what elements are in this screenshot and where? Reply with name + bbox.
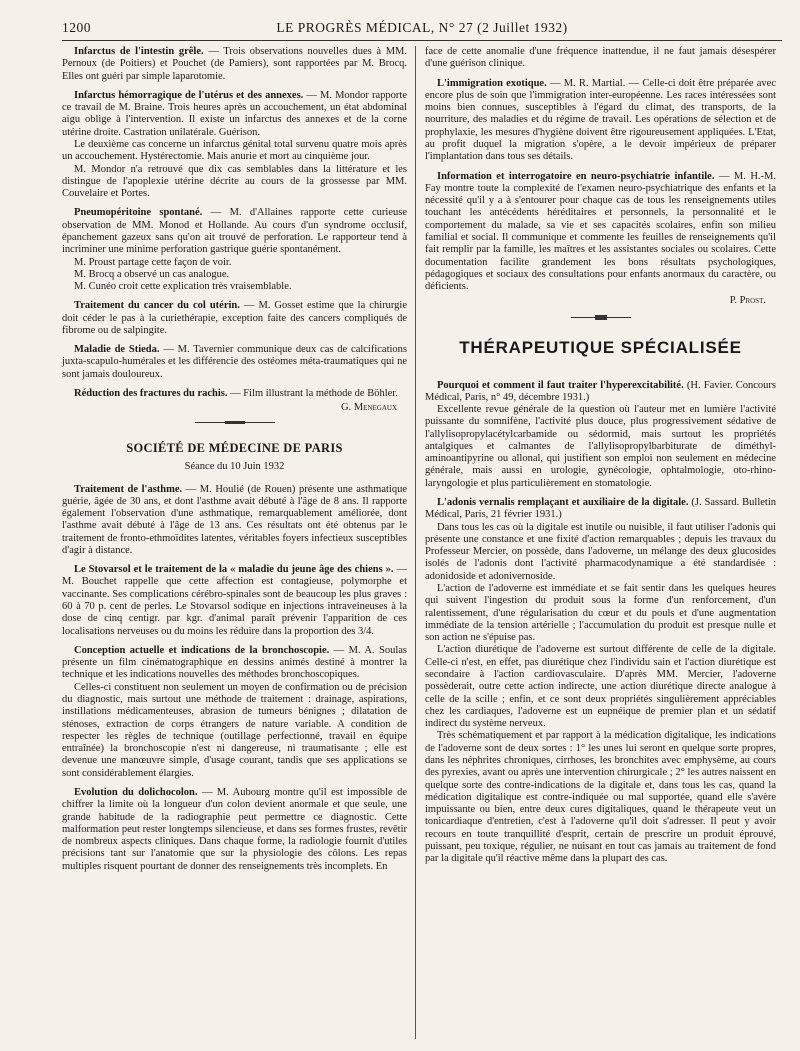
article-title: Traitement du cancer du col utérin. [74,300,240,312]
continuation-text: face de cette anomalie d'une fréquence inattendue, il ne faut jamais désespérer d'une guérison clinique. [425,46,776,70]
separator [195,422,275,427]
society-heading: SOCIÉTÉ DE MÉDECINE DE PARIS [126,440,343,455]
signature-prost: P. Prost. [729,295,766,307]
article-text: — M. d'Allaines rapporte cette curieuse observation de MM. Monod et Hollande. Au cours d'un syndrome occlusif, épanchement gazeux sans qu'on ait trouvé de perforation. Le rapporteur tend à incriminer une minime perforation gastrique guérie spontanément. [62,207,407,256]
article-title: Pourquoi et comment il faut traiter l'hyperexcitabilité. [437,379,684,391]
article-text: — M. Aubourg montre qu'il est impossible de chiffrer la limite où la longueur d'un colon devient anormale et que seule, une grande habitude de la radiographie peut permettre ce diagnostic. Cette malformation peut rester longtemps silencieuse, et dans ses formes frustes, revêtir de nombreux aspects cliniques. Dans chaque forme, la radiologie fournit d'utiles précisions tant sur l'anatomie que sur la physiologie des côlons. Les repas multiples risquent pourtant de donner des renseignements très incomplets. En [62,786,407,872]
left-articles [62,46,407,400]
article-paragraph [62,139,407,164]
article-text: — M. Gosset estime que la chirurgie doit céder le pas à la curiethérapie, exception faite des cancers compliqués de fibrome ou de salpingite. [62,300,407,336]
article-paragraph [62,787,407,873]
article-paragraph [62,281,407,293]
article-text: — M. Tavernier communique deux cas de calcifications juxta-scapulo-humérales et les différencie des ostéomes méta-traumatiques qui ne sont jamais douloureux. [62,344,407,380]
article-paragraph [62,344,407,381]
article-text: — M. Bouchet rappelle que cette affection est contagieuse, polymorphe et vaccinante. Ses complications cérébro-spinales sont de beaucoup les plus graves : 60 à 70 p. cent de perles. Le Stovarsol sodique en injections intraveineuses à la dose de cinq centigr. par kgr. d'animal paraît prévenir l'apparition de ces localisations nerveuses ou du moins les réduire dans la proportion des 3/4. [62,564,408,637]
article-paragraph [62,388,407,400]
article-title: Evolution du dolichocolon. [74,786,198,798]
article-paragraph [62,682,407,780]
article-paragraph [425,380,776,405]
right-articles [425,78,776,294]
article-paragraph [62,90,407,139]
article-paragraph [425,78,776,164]
decorative-separator [571,316,631,320]
article-text: — M. Mondor rapporte ce travail de M. Braine. Trois heures après un accouchement, un état abdominal aigu oblige à l'intervention. Il existe un infarctus des annexes et de la corne utérine droite. Castration unilatérale. Guérison. [62,89,408,138]
article-text: (J. Sassard. Bulletin Médical, Paris, 21 février 1931.) [425,497,777,521]
article-paragraph [62,207,407,256]
section-title: THÉRAPEUTIQUE SPÉCIALISÉE [459,337,742,357]
article-text: L'action diurétique de l'adoverne est surtout différente de celle de la digitale. Celle-ci n'est, en effet, pas diurétique chez l'individu sain et l'action diurétique est secondaire à l'action cardiovasculaire. D'après MM. Mercier, l'adoverne possèderait, outre cette action indirecte, une action diurétique directe analogue à celle de la scille ; enfin, et ce sont deux propriétés singulièrement appréciables chez les cardiaques, l'adoverne est un eupnéique de premier plan et un sédatif indirect du système nerveux. [425,644,776,730]
article-title: Pneumopéritoine spontané. [74,207,203,219]
seance-date: Séance du 10 Juin 1932 [184,461,285,473]
article-paragraph [62,269,407,281]
article-text: M. Proust partage cette façon de voir. [74,256,232,268]
article-paragraph [425,171,776,294]
article-text: Excellente revue générale de la question où l'auteur met en lumière l'activité puissante du somnifène, l'activité plus douce, plus progressivement sédative de l'allylisopropylacétylcarbamide ou sédormid, mais surtout les propriétés antalgiques et calmantes de l'allylisopropylbarbiturate de diméthyl-aminoantipyrine ou allonal, qui justifient son emploi non seulement en médecine générale, mais aussi en urologie, gynécologie, ophtalmologie, oto-rhino-laryngologie et plus particulièrement en stomatologie. [425,404,776,489]
article-title: Information et interrogatoire en neuro-psychiatrie infantile. [437,170,715,182]
therapy-articles [425,380,776,866]
article-text: — M. A. Soulas présente un film cinématographique en dessins animés destiné à montrer la technique et les indications nouvelles des méthodes bronchoscopiques. [62,644,408,681]
society-articles [62,484,407,873]
article-paragraph [62,484,407,558]
article-title: L'immigration exotique. [437,77,547,89]
running-head [62,20,782,40]
left-column [62,46,407,873]
article-paragraph [425,404,776,490]
article-text: — M. Houlié (de Rouen) présente une asthmatique guérie, âgée de 30 ans, et dont l'asthme avait débuté à l'âge de 8 ans. Il rapporte également l'observation d'une asthmatique, remarquablement améliorée, dont l'asthme avait débuté à l'âge de 13 ans. Ces résultats ont été obtenus par le traitement de fronto-ethmoïdites latentes, véritables foyers infectieux susceptibles d'agir à distance. [62,483,408,556]
article-text: M. Cunéo croit cette explication très vraisemblable. [74,281,292,293]
article-text: L'action de l'adoverne est immédiate et se fait sentir dans les quelques heures qui suivent l'ingestion du produit sous la forme d'un renforcement, d'un ralentissement, d'une régularisation du cœur et du pouls et d'une augmentation immédiate de la tension artérielle ; l'accumulation du produit est presque nulle et son action ne s'épuise pas. [425,583,776,644]
article-title: Infarctus de l'intestin grêle. [74,46,204,57]
article-paragraph [425,730,776,865]
article-title: Maladie de Stieda. [74,344,160,356]
page-number: 1200 [62,20,91,35]
article-text: Dans tous les cas où la digitale est inutile ou nuisible, il faut utiliser l'adonis qui présente une constance et une fixité d'action remarquables ; depuis les travaux du Professeur Mercier, on possède, dans l'adoverne, un mélange des deux glucosides isolés de l'adonis dont l'activité pharmacodynamique a été standardisée : adonidoside et adonivernoside. [425,521,776,582]
article-paragraph [425,644,776,730]
article-paragraph [62,164,407,201]
article-paragraph [425,583,776,644]
article-title: Conception actuelle et indications de la bronchoscopie. [74,644,330,656]
article-text: — M. R. Martial. — Celle-ci doit être préparée avec encore plus de soin que l'immigration inter-européenne. Les races intéressées sont moins bien connues, susceptibles à l'égard du climat, des transports, de la nourriture, des maladies et du régime de travail. Les opérations de sélection et de prophylaxie, les mesures d'hygiène doivent être rigoureusement appliquées. L'Etat, au profit duquel la migration s'opère, a le devoir impérieux de préparer l'implantation dans tous ses détails. [425,77,776,163]
column-rule [415,46,416,1039]
article-paragraph [62,300,407,337]
article-paragraph [62,257,407,269]
journal-title: LE PROGRÈS MÉDICAL, N° 27 (2 Juillet 1932) [276,20,568,35]
article-paragraph [425,522,776,583]
article-paragraph [62,46,407,83]
article-title: Infarctus hémorragique de l'utérus et des annexes. [74,89,304,101]
article-text: — M. H.-M. Fay montre toute la complexité de l'examen neuro-psychiatrique des enfants et la nécessité qu'il y a à s'entourer pour chaque cas de tous les renseignements utiles touchant les antécédents héréditaires et personnels, la personnalité et le comportement du malade, sa vie et ses capacités scolaires, enfin son milieu familial et social. Il communique et commente les feuilles de renseignements qu'il fait remplir par la famille, les maîtres et les assistantes sociales ou scolaires. Cette documentation facilite grandement les bons résultats psychologiques, pédagogiques et sociaux des consultations pour enfants anormaux du caractère, ou déficients. [425,170,776,293]
right-column [425,46,776,865]
article-paragraph [62,564,407,638]
article-text: (H. Favier. Concours Médical, Paris, n° 49, décembre 1931.) [425,379,777,403]
article-text: — Film illustrant la méthode de Böhler. [230,388,398,400]
article-title: L'adonis vernalis remplaçant et auxiliaire de la digitale. [437,497,689,509]
article-text: M. Mondor n'a retrouvé que dix cas semblables dans la littérature et les distingue de l'apoplexie utérine décrite au cours de la grossesse par MM. Couvelaire et Portes. [62,163,407,200]
article-title: Traitement de l'asthme. [74,483,183,495]
article-title: Le Stovarsol et le traitement de la « maladie du jeune âge des chiens ». [74,564,394,576]
article-text: M. Brocq a observé un cas analogue. [74,268,230,280]
article-paragraph [425,497,776,522]
header-rule [62,40,782,41]
article-text: Très schématiquement et par rapport à la médication digitalique, les indications de l'adoverne sont de deux sortes : 1° les unes lui seront en quelque sorte propres, dans les néphrites chroniques, cirrhoses, les bronchites avec emphysème, au cours des pyrexies, avant ou après une intervention chirurgicale ; 2° les autres naissent en quelque sorte des contre-indications de la digitale et, dans tous les cas, quand la médication digitalique est contre-indiquée ou mal supportée, quand elle s'avère impuissante ou bien, entre deux cures digitaliques, quand le thérapeute veut un tonicardiaque d'entretien, c'est à l'adoverne qu'il doit s'adresser. Il peut y avoir recours en toute tranquillité d'esprit, certain de prescrire un produit éprouvé, puissant, peu toxique, régulier, ne nuisant en tout cas jamais au traitement de fond par la digitale qu'il réactive même dans la plupart des cas. [425,730,776,865]
article-text: Celles-ci constituent non seulement un moyen de confirmation ou de précision du diagnostic, mais surtout une méthode de traitement : drainage, aspirations, instillations médicamenteuses, abrasion de tumeurs bénignes ; dilatation de sténoses, extraction de corps étrangers de nature variable. A condition de respecter les règles de technique (outillage perfectionné, travail en équipe entraînée) la bronchoscopie n'est ni dangereuse, ni traumatisante ; elle est devenue une manœuvre simple, d'usage courant, tandis que ses applications se sont considérablement élargies. [62,681,407,779]
article-paragraph [62,645,407,682]
article-text: — Trois observations nouvelles dues à MM. Pernoux (de Poitiers) et Pouchet (de Pamiers), sont rapportées par M. Brocq. Elles ont guéri par simple laparotomie. [62,46,408,82]
signature-menegaux: G. Menegaux [341,402,397,414]
article-title: Réduction des fractures du rachis. [74,388,228,400]
article-text: Le deuxième cas concerne un infarctus génital total survenu quatre mois après un accouchement. Hystérectomie. Mais anurie et mort au cinquième jour. [62,138,407,163]
